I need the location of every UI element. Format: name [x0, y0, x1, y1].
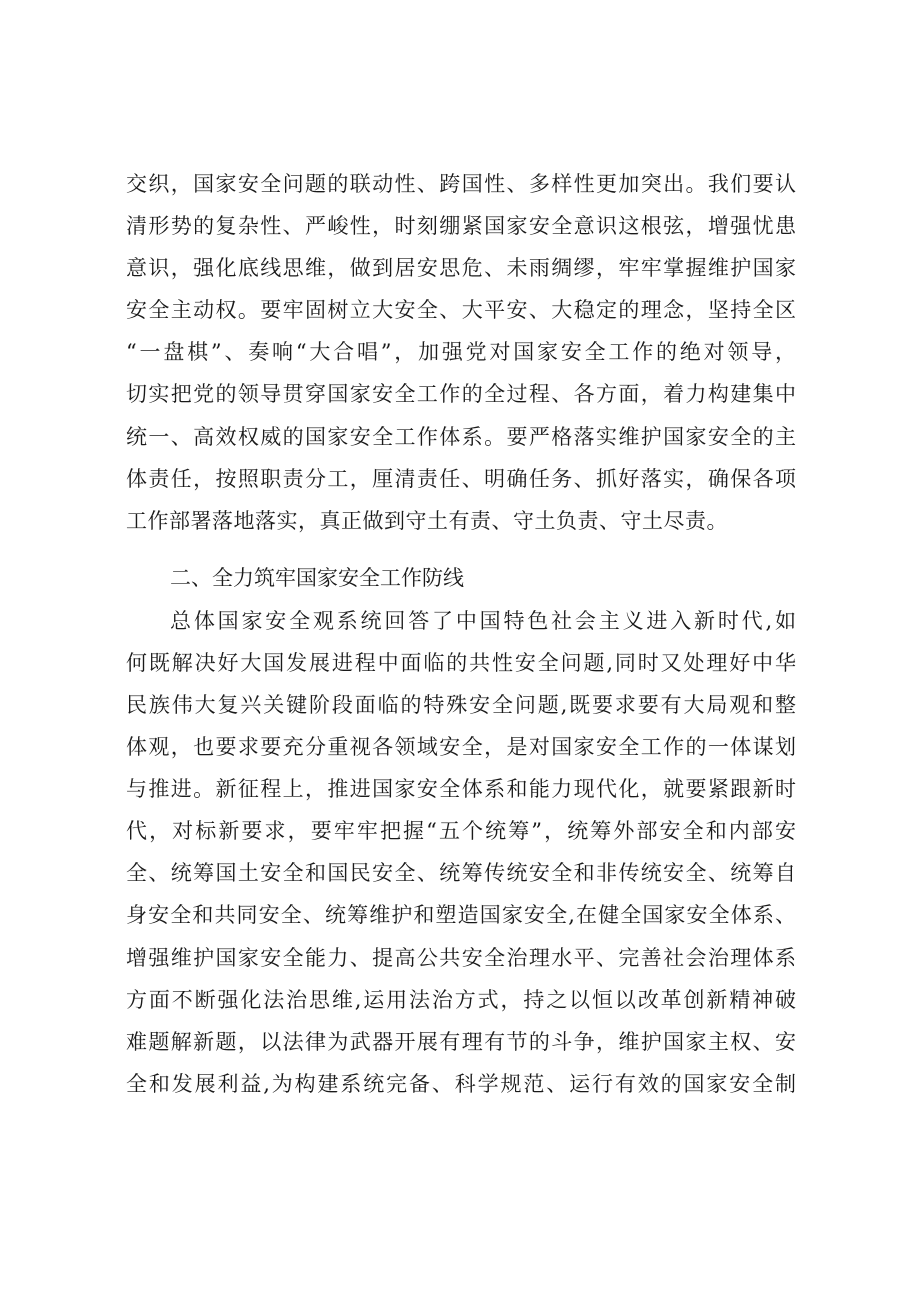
paragraph-line: 身安全和共同安全、统筹维护和塑造国家安全,在健全国家安全体系、 [126, 903, 796, 927]
paragraph-line: 全和发展利益,为构建系统完备、科学规范、运行有效的国家安全制 [126, 1072, 796, 1096]
paragraph-line: 全、统筹国土安全和国民安全、统筹传统安全和非传统安全、统筹自 [126, 861, 796, 885]
paragraph-line: 增强维护国家安全能力、提高公共安全治理水平、完善社会治理体系 [126, 946, 796, 970]
paragraph-line: 方面不断强化法治思维,运用法治方式，持之以恒以改革创新精神破 [126, 988, 796, 1012]
paragraph-line: 总体国家安全观系统回答了中国特色社会主义进入新时代,如 [170, 609, 796, 633]
paragraph-line: 工作部署落地落实，真正做到守土有责、守土负责、守土尽责。 [126, 509, 728, 533]
paragraph-line: 统一、高效权威的国家安全工作体系。要严格落实维护国家安全的主 [126, 425, 796, 449]
paragraph-line: 难题解新题，以法律为武器开展有理有节的斗争，维护国家主权、安 [126, 1030, 796, 1054]
paragraph-line: 民族伟大复兴关键阶段面临的特殊安全问题,既要求要有大局观和整 [126, 693, 796, 717]
paragraph-line: 切实把党的领导贯穿国家安全工作的全过程、各方面，着力构建集中 [126, 382, 796, 406]
paragraph-line: 代，对标新要求，要牢牢把握“五个统筹”，统筹外部安全和内部安 [126, 819, 796, 843]
paragraph-line: 何既解决好大国发展进程中面临的共性安全问题,同时又处理好中华 [126, 651, 796, 675]
paragraph-line: 体观，也要求要充分重视各领域安全，是对国家安全工作的一体谋划 [126, 735, 796, 759]
paragraph-line: “一盘棋”、奏响“大合唱”，加强党对国家安全工作的绝对领导， [126, 340, 796, 364]
paragraph-line: 与推进。新征程上，推进国家安全体系和能力现代化，就要紧跟新时 [126, 777, 796, 801]
section-heading: 二、全力筑牢国家安全工作防线 [170, 566, 464, 590]
paragraph-line: 意识，强化底线思维，做到居安思危、未雨绸缪，牢牢掌握维护国家 [126, 256, 796, 280]
paragraph-line: 交织，国家安全问题的联动性、跨国性、多样性更加突出。我们要认 [126, 172, 796, 196]
paragraph-line: 清形势的复杂性、严峻性，时刻绷紧国家安全意识这根弦，增强忧患 [126, 214, 796, 238]
paragraph-line: 体责任，按照职责分工，厘清责任、明确任务、抓好落实，确保各项 [126, 467, 796, 491]
paragraph-line: 安全主动权。要牢固树立大安全、大平安、大稳定的理念，坚持全区 [126, 298, 796, 322]
